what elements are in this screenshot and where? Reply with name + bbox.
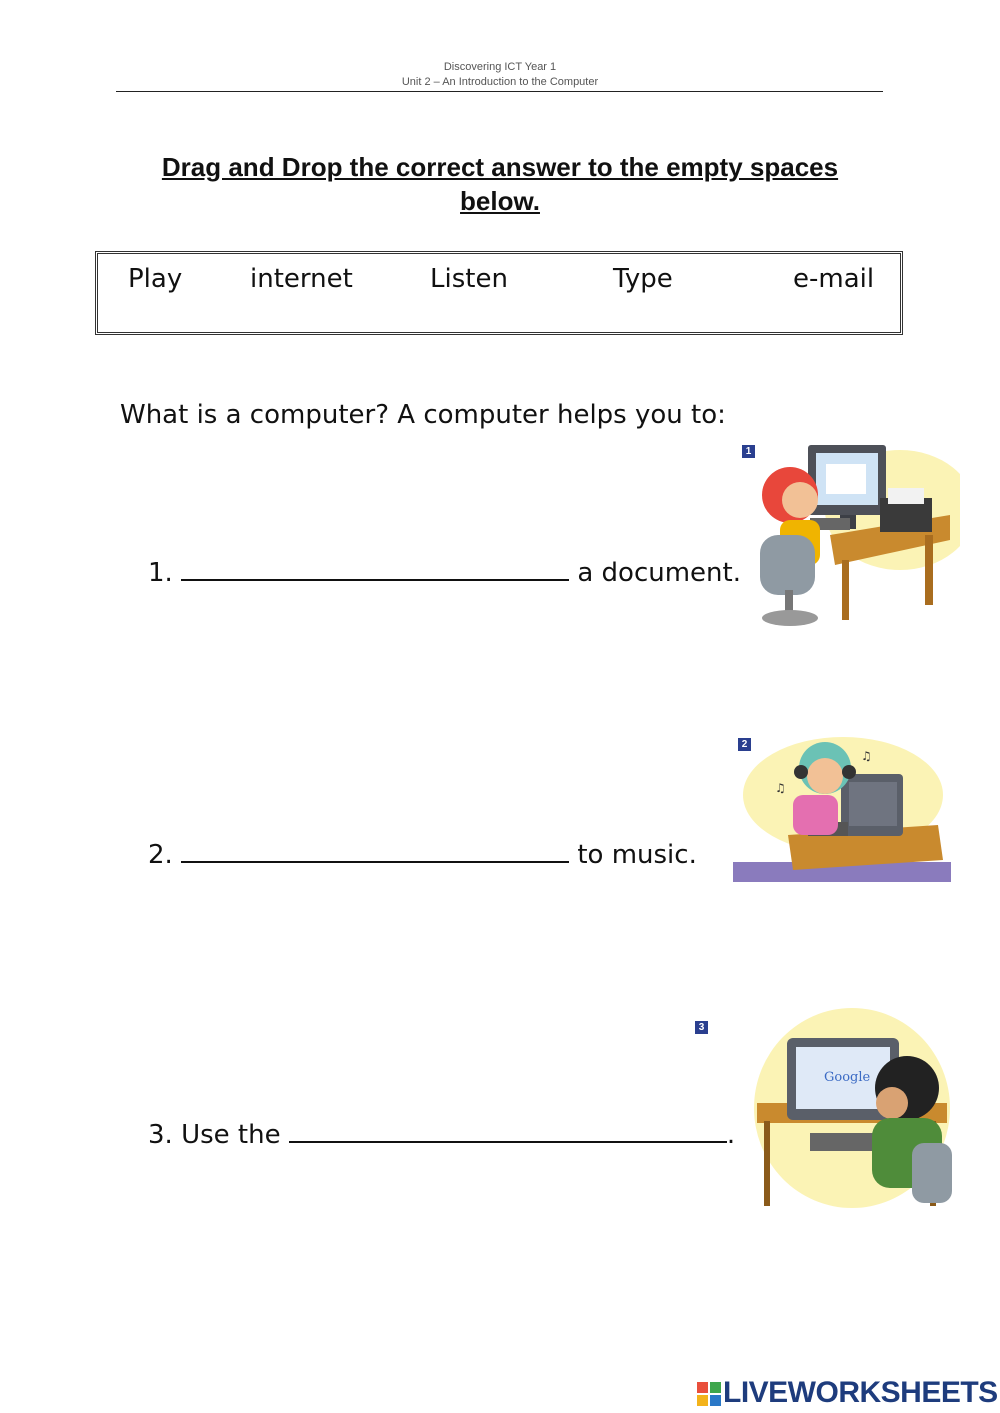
word-internet[interactable]: internet	[250, 264, 353, 294]
question-3	[148, 1117, 735, 1150]
badge-2: 2	[738, 738, 751, 751]
svg-text:Google: Google	[824, 1070, 871, 1085]
illustration-listening	[733, 730, 953, 885]
question-3-number: 3.	[148, 1120, 173, 1150]
question-2-number: 2.	[148, 840, 173, 870]
question-1-suffix: a document.	[577, 558, 741, 588]
illustration-typing	[750, 440, 960, 635]
header-divider	[116, 91, 883, 92]
header-line-1: Discovering ICT Year 1	[443, 61, 557, 73]
svg-text:♫: ♫	[775, 781, 786, 795]
question-3-blank[interactable]	[289, 1117, 727, 1143]
liveworksheets-logo	[697, 1376, 998, 1410]
svg-text:♫: ♫	[861, 749, 872, 763]
word-play[interactable]: Play	[128, 264, 183, 294]
header-line-2: Unit 2 – An Introduction to the Computer	[401, 76, 599, 88]
question-3-prefix: Use the	[181, 1120, 281, 1150]
question-2-blank[interactable]	[181, 837, 569, 863]
illustration-internet	[752, 1003, 957, 1213]
intro-text: What is a computer? A computer helps you to:	[120, 400, 726, 430]
badge-1: 1	[742, 445, 755, 458]
liveworksheets-logo-icon	[697, 1382, 721, 1406]
question-1-blank[interactable]	[181, 555, 569, 581]
question-3-suffix: .	[726, 1120, 736, 1150]
question-1-number: 1.	[148, 558, 173, 588]
question-2-suffix: to music.	[577, 840, 697, 870]
word-email[interactable]: e-mail	[793, 264, 875, 294]
word-type[interactable]: Type	[613, 264, 673, 294]
question-1	[148, 555, 741, 588]
question-2	[148, 837, 697, 870]
word-listen[interactable]: Listen	[430, 264, 508, 294]
liveworksheets-logo-text: LIVEWORKSHEETS	[723, 1376, 998, 1409]
badge-3: 3	[695, 1021, 708, 1034]
page-title: Drag and Drop the correct answer to the empty spaces below.	[161, 152, 839, 216]
